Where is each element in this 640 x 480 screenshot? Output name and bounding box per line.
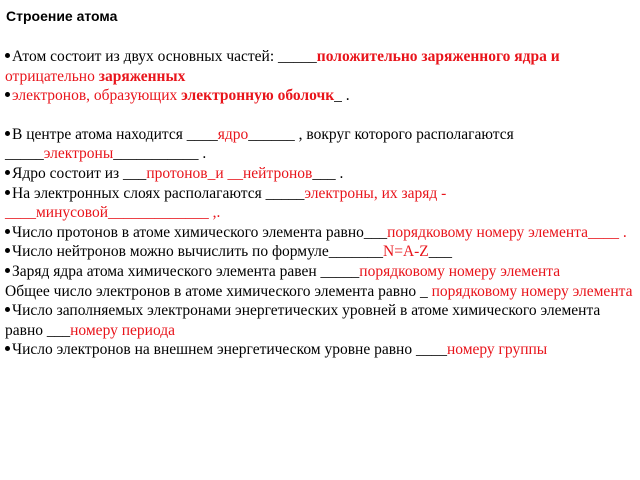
text-run: электроны bbox=[43, 145, 114, 163]
text-run: Заряд ядра атома химического элемента равен _____ bbox=[12, 262, 360, 280]
text-run: Число протонов в атоме химического элемента равно___ bbox=[12, 223, 388, 241]
document-content bbox=[5, 47, 635, 360]
text-run: электронов, образующих bbox=[12, 87, 182, 105]
text-run: ______ , вокруг которого располагаются _____ bbox=[5, 125, 514, 163]
text-run: ___ . bbox=[312, 164, 344, 182]
text-run: Атом состоит из двух основных частей: _____ bbox=[12, 48, 317, 65]
bullet-dot bbox=[5, 190, 10, 195]
bullet-dot bbox=[5, 53, 10, 58]
paragraph-2 bbox=[5, 86, 635, 106]
paragraph-gap bbox=[5, 106, 635, 125]
text-run: отрицательно bbox=[5, 67, 99, 85]
text-run: электроны, их заряд - ____минусовой_____________ ,. bbox=[5, 184, 447, 222]
text-run: положительно заряженного ядра и bbox=[316, 48, 560, 65]
bullet-dot bbox=[5, 170, 10, 175]
paragraph-4 bbox=[5, 164, 635, 184]
text-run: Число заполняемых электронами энергетических уровней в атоме химического элемента равно ___ bbox=[5, 302, 601, 339]
paragraph-11 bbox=[5, 340, 635, 360]
text-run: ядро bbox=[217, 125, 249, 143]
text-run: В центре атома находится ____ bbox=[12, 125, 218, 143]
text-run: электронную оболочк bbox=[181, 87, 335, 105]
paragraph-3 bbox=[5, 125, 635, 164]
text-run: Число нейтронов можно вычислить по формуле_______ bbox=[12, 243, 384, 261]
bullet-dot bbox=[5, 248, 10, 253]
text-run: _ . bbox=[334, 87, 350, 105]
paragraph-6 bbox=[5, 223, 635, 243]
text-run: Ядро состоит из ___ bbox=[12, 164, 147, 182]
paragraph-8 bbox=[5, 262, 635, 282]
bullet-dot bbox=[5, 346, 10, 351]
text-run: Число электронов на внешнем энергетическом уровне равно ____ bbox=[12, 341, 447, 359]
document-title: Строение атома bbox=[6, 8, 118, 24]
text-run: N=A-Z bbox=[383, 243, 429, 261]
bullet-dot bbox=[5, 131, 10, 136]
text-run: ___ bbox=[428, 243, 453, 261]
paragraph-7 bbox=[5, 242, 635, 262]
bullet-dot bbox=[5, 229, 10, 234]
paragraph-10 bbox=[5, 301, 635, 340]
text-run: порядковому номеру элемента____ . bbox=[387, 223, 627, 241]
text-run: заряженных bbox=[98, 67, 186, 85]
paragraph-9 bbox=[5, 282, 635, 302]
text-run: На электронных слоях располагаются _____ bbox=[12, 184, 305, 202]
text-run: номеру периода bbox=[70, 321, 176, 339]
text-run: порядковому номеру элемента bbox=[359, 262, 561, 280]
bullet-dot bbox=[5, 307, 10, 312]
bullet-dot bbox=[5, 268, 10, 273]
text-run: протонов_и __нейтронов bbox=[146, 164, 313, 182]
bullet-dot bbox=[5, 92, 10, 97]
paragraph-5 bbox=[5, 184, 635, 223]
text-run: Общее число электронов в атоме химического элемента равно _ bbox=[5, 282, 432, 300]
paragraph-1 bbox=[5, 47, 635, 86]
text-run: ___________ . bbox=[113, 145, 207, 163]
text-run: номеру группы bbox=[446, 341, 548, 359]
text-run: порядковому номеру элемента bbox=[431, 282, 633, 300]
